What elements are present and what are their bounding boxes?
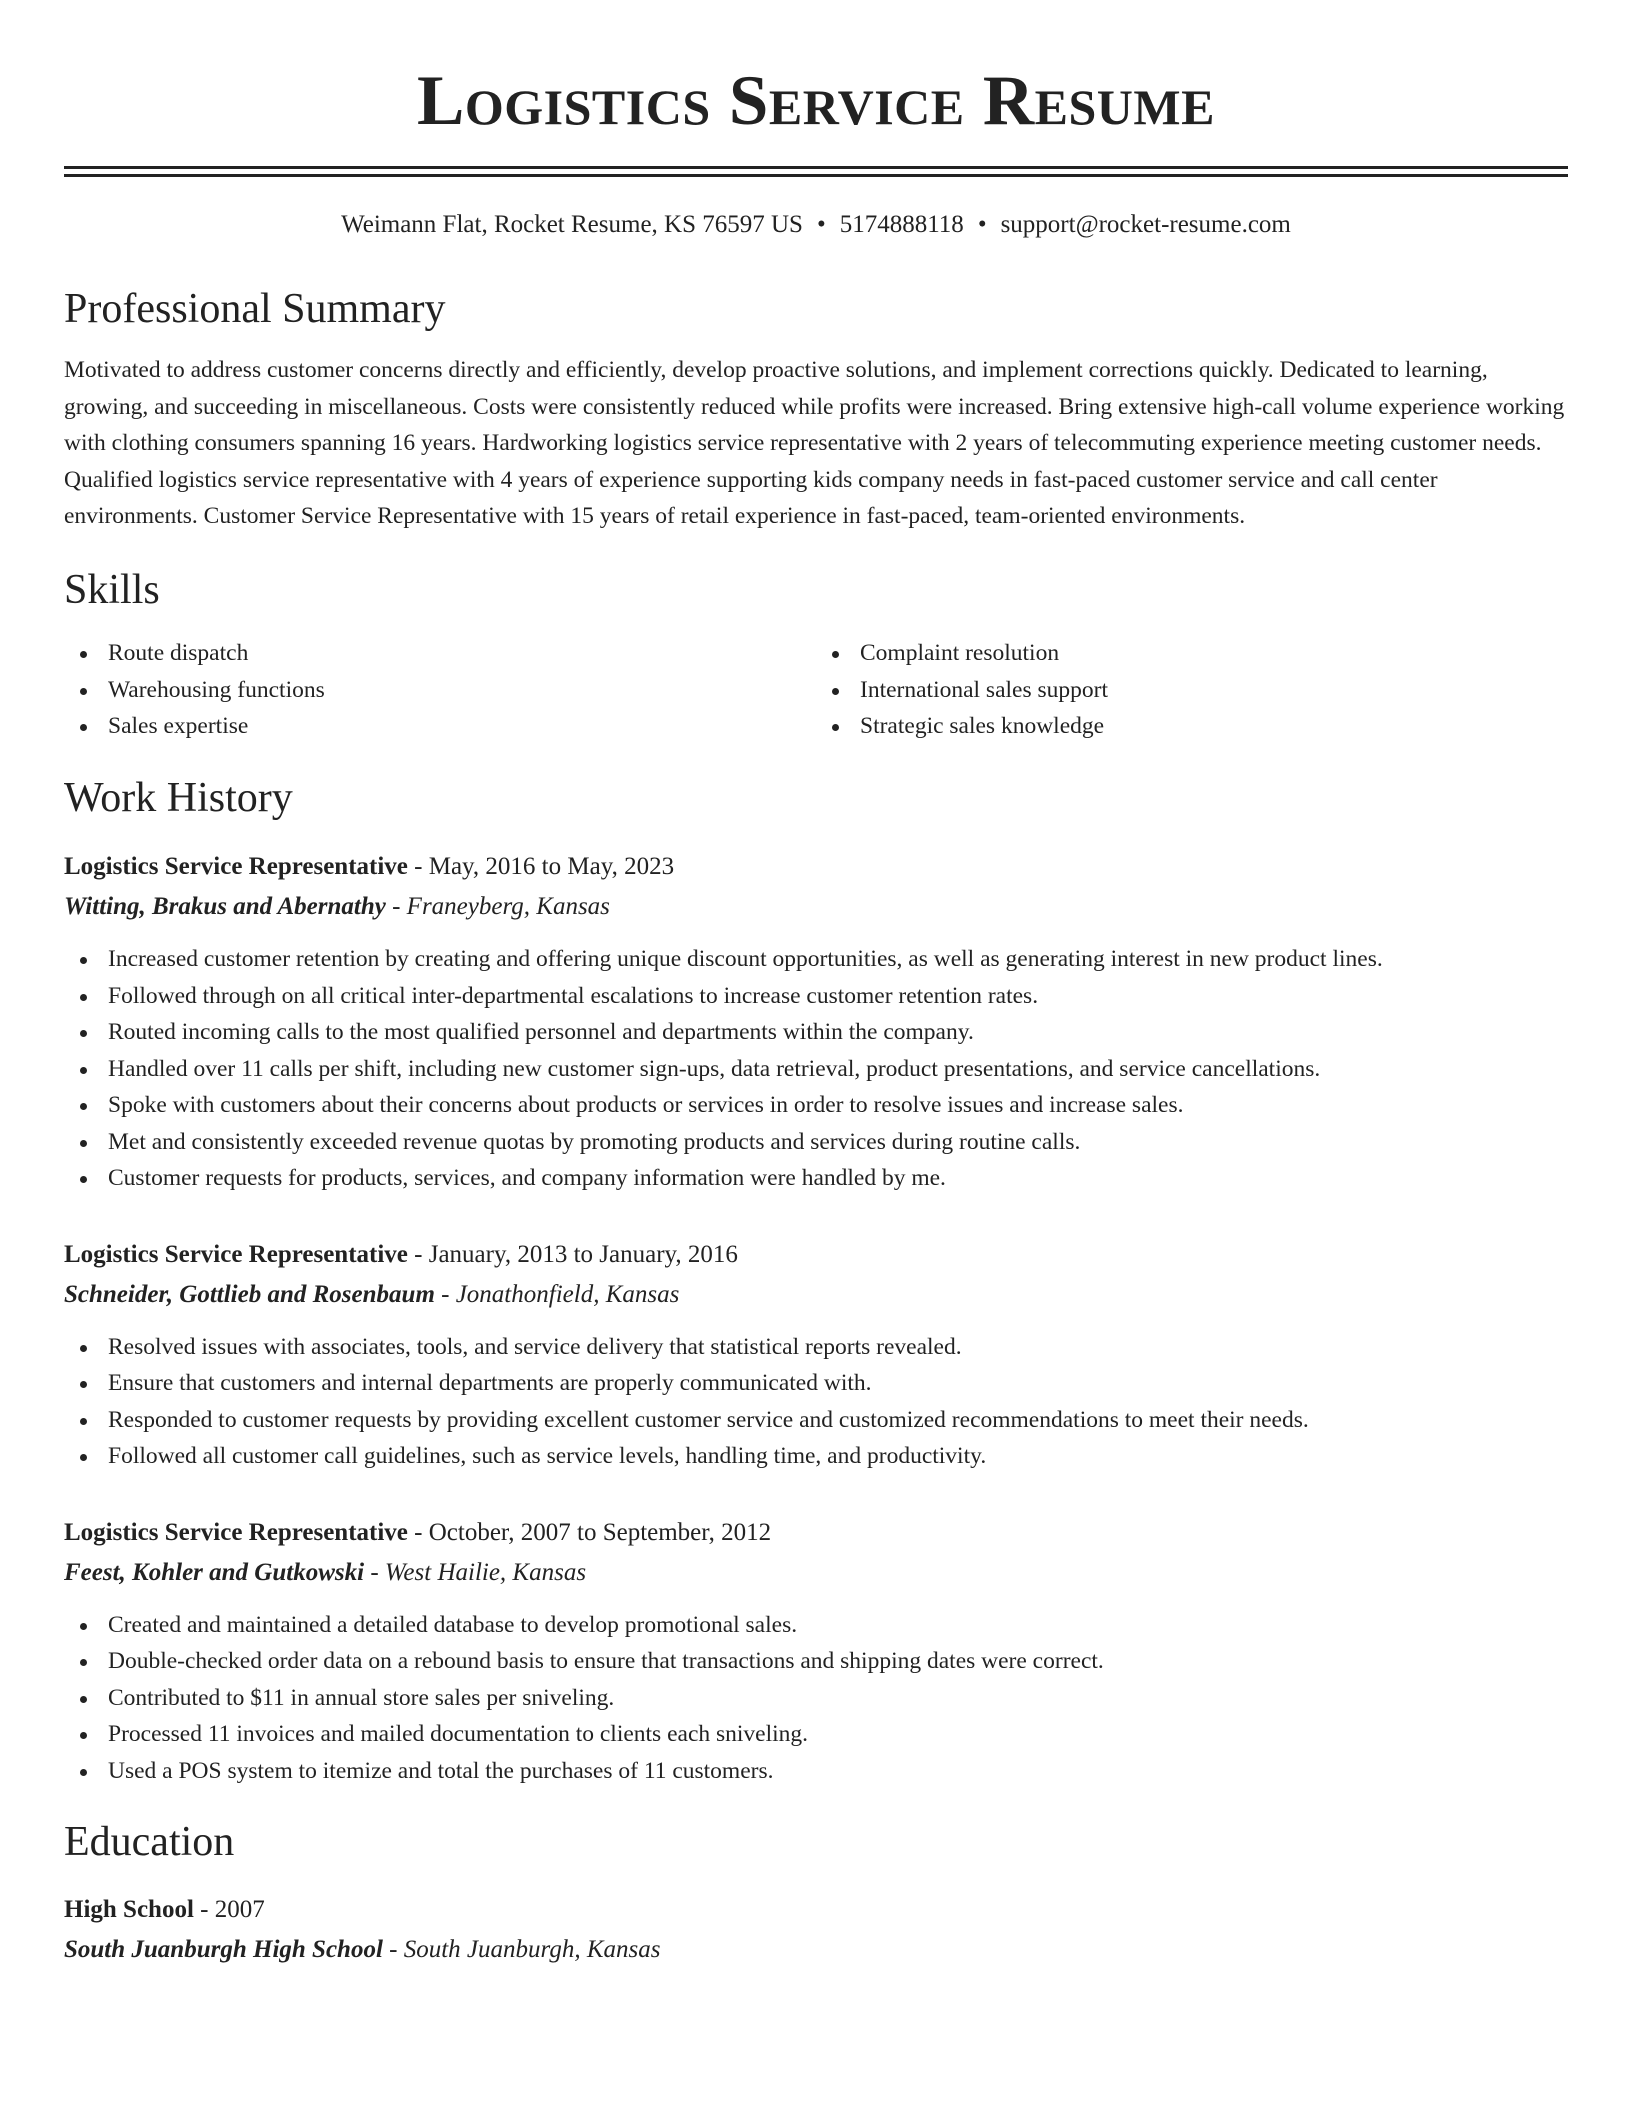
skill-item: Route dispatch xyxy=(64,635,816,672)
job-duty: Responded to customer requests by providing excellent customer service and customized recommendations to meet their needs. xyxy=(64,1402,1568,1439)
job-entry xyxy=(64,1235,1568,1475)
job-company-line xyxy=(64,1275,1568,1315)
job-duty: Double-checked order data on a rebound basis to ensure that transactions and shipping dates were correct. xyxy=(64,1643,1568,1680)
title-divider xyxy=(64,166,1568,177)
job-company-line xyxy=(64,1553,1568,1593)
job-duty: Increased customer retention by creating and offering unique discount opportunities, as well as generating interest in new product lines. xyxy=(64,941,1568,978)
job-company: Schneider, Gottlieb and Rosenbaum xyxy=(64,1280,435,1308)
contact-address: Weimann Flat, Rocket Resume, KS 76597 US xyxy=(341,211,803,238)
education-school-line xyxy=(64,1930,1568,1970)
contact-phone: 5174888118 xyxy=(839,211,964,238)
job-dates: - October, 2007 to September, 2012 xyxy=(407,1518,772,1546)
skill-item: Strategic sales knowledge xyxy=(816,708,1568,745)
skill-item: Complaint resolution xyxy=(816,635,1568,672)
contact-email: support@rocket-resume.com xyxy=(1000,211,1291,238)
job-duty: Met and consistently exceeded revenue quotas by promoting products and services during routine calls. xyxy=(64,1124,1568,1161)
skill-item: Warehousing functions xyxy=(64,672,816,709)
skill-item: Sales expertise xyxy=(64,708,816,745)
contact-line xyxy=(64,210,1568,240)
skills-column-left xyxy=(64,635,816,745)
education-degree-line xyxy=(64,1890,1568,1930)
job-duty: Ensure that customers and internal departments are properly communicated with. xyxy=(64,1365,1568,1402)
job-duty: Customer requests for products, services, and company information were handled by me. xyxy=(64,1160,1568,1197)
education-location: - South Juanburgh, Kansas xyxy=(382,1935,661,1963)
education-school: South Juanburgh High School xyxy=(64,1935,383,1963)
job-dates: - January, 2013 to January, 2016 xyxy=(407,1240,738,1268)
job-company-line xyxy=(64,887,1568,927)
job-duty: Spoke with customers about their concerns about products or services in order to resolve issues and increase sales. xyxy=(64,1087,1568,1124)
job-duty: Handled over 11 calls per shift, including new customer sign-ups, data retrieval, product presentations, and service cancellations. xyxy=(64,1051,1568,1088)
job-title-line xyxy=(64,1513,1568,1553)
job-role: Logistics Service Representative xyxy=(64,853,408,881)
skills-column-right xyxy=(816,635,1568,745)
job-duty: Processed 11 invoices and mailed documentation to clients each sniveling. xyxy=(64,1716,1568,1753)
job-company: Feest, Kohler and Gutkowski xyxy=(64,1558,365,1586)
education-year: - 2007 xyxy=(193,1895,265,1923)
job-role: Logistics Service Representative xyxy=(64,1240,408,1268)
skills-grid xyxy=(64,635,1568,745)
resume-title: Logistics Service Resume xyxy=(417,62,1215,140)
job-duty: Created and maintained a detailed database to develop promotional sales. xyxy=(64,1607,1568,1644)
job-duties xyxy=(64,1329,1568,1475)
contact-separator: • xyxy=(977,211,987,238)
job-duty: Followed all customer call guidelines, such as service levels, handling time, and productivity. xyxy=(64,1438,1568,1475)
skill-item: International sales support xyxy=(816,672,1568,709)
contact-separator: • xyxy=(816,211,826,238)
work-history-heading: Work History xyxy=(64,774,293,821)
summary-text: Motivated to address customer concerns directly and efficiently, develop proactive solutions, and implement corrections quickly. Dedicated to learning, growing, and succeeding in miscellaneous. Costs were consistently reduced while profits were increased. Bring extensive high-call volume experience working with clothing consumers spanning 16 years. Hardworking logistics service representative with 2 years of telecommuting experience meeting customer needs. Qualified logistics service representative with 4 years of experience supporting kids company needs in fast-paced customer service and call center environments. Customer Service Representative with 15 years of retail experience in fast-paced, team-oriented environments. xyxy=(64,357,1565,530)
job-location: - West Hailie, Kansas xyxy=(364,1558,587,1586)
job-duties xyxy=(64,1607,1568,1790)
education-degree: High School xyxy=(64,1895,194,1923)
job-title-line xyxy=(64,847,1568,887)
summary-heading: Professional Summary xyxy=(64,286,446,332)
job-entry xyxy=(64,847,1568,1197)
job-duty: Followed through on all critical inter-departmental escalations to increase customer retention rates. xyxy=(64,978,1568,1015)
job-location: - Jonathonfield, Kansas xyxy=(434,1280,680,1308)
education-entry xyxy=(64,1890,1568,1970)
education-heading: Education xyxy=(64,1819,235,1866)
skills-heading: Skills xyxy=(64,566,160,613)
job-dates: - May, 2016 to May, 2023 xyxy=(407,853,675,881)
job-company: Witting, Brakus and Abernathy xyxy=(64,893,386,921)
job-duty: Contributed to $11 in annual store sales per sniveling. xyxy=(64,1680,1568,1717)
job-role: Logistics Service Representative xyxy=(64,1518,408,1546)
job-duty: Resolved issues with associates, tools, and service delivery that statistical reports revealed. xyxy=(64,1329,1568,1366)
job-title-line xyxy=(64,1235,1568,1275)
job-entry xyxy=(64,1513,1568,1790)
job-duty: Routed incoming calls to the most qualified personnel and departments within the company. xyxy=(64,1014,1568,1051)
job-duty: Used a POS system to itemize and total the purchases of 11 customers. xyxy=(64,1753,1568,1790)
job-duties xyxy=(64,941,1568,1197)
job-location: - Franeyberg, Kansas xyxy=(385,893,610,921)
